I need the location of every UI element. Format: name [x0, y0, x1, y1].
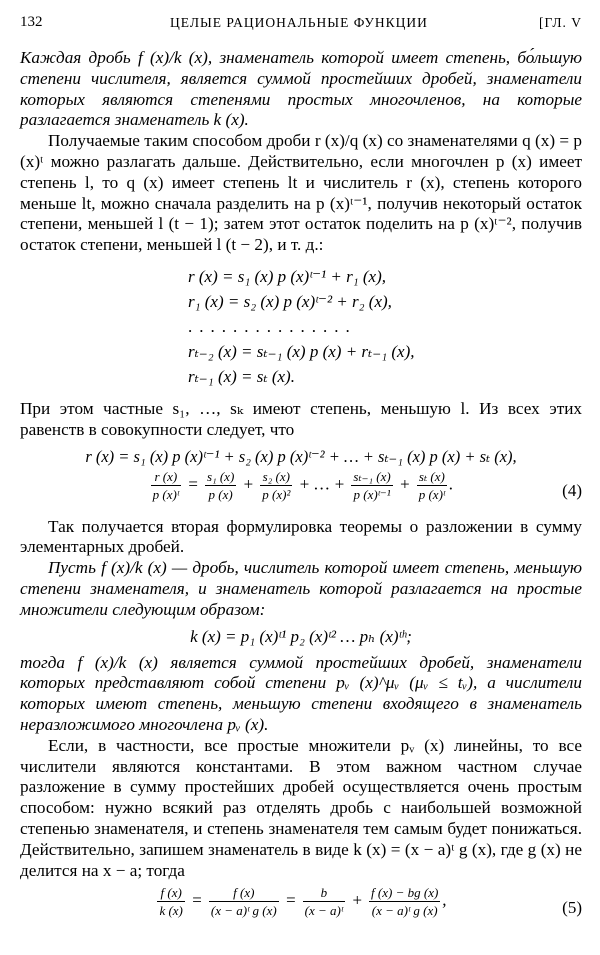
fraction: $\frac{b}{\text{(x − a)ᵗ}}$ [304, 885, 344, 919]
fraction: $\frac{f (x) - bg (x)}{\text{(x − a)ᵗ g (x)}}$ [371, 885, 439, 919]
equation-4-fractions: $\frac{r (x)}{\text{p (x)ᵗ}}$ = $\frac{\text{s₁ (x)}}{p (x)}$ + $\frac{\text{s₂ (x)}}{\text{p (x)²}}$ + … + $\frac{\text{sₜ₋₁ (x)}}{\text{p (x)ᵗ⁻¹}}$ + $\frac{\text{sₜ (x)}}{\text{p (x)ᵗ}}$ . (4) [152, 468, 582, 502]
theorem-paragraph-1: Каждая дробь f (x)/k (x), знаменатель которой имеет степень, бо́льшую степени числителя, является суммой простейших дробей, знаменатели которых являются степенями простых многочленов, на которые разлагается знаменатель k (x). [20, 48, 582, 130]
factorization-equation: k (x) = p₁ (x)ᵗ¹ p₂ (x)ᵗ² … pₕ (x)ᵗʰ; [190, 626, 412, 646]
system-ellipsis: ............... [188, 316, 357, 336]
fraction: $\frac{f (x)}{\text{(x − a)ᵗ g (x)}}$ [210, 885, 277, 919]
equation-number-4: (4) [562, 480, 582, 500]
paragraph-7: Если, в частности, все простые множители pᵥ (x) линейны, то все числители являются константами. В этом важном частном случае разложение в сумму простейших дробей осуществляется очень простым способом: нужно всякий раз отделять дробь с наибольшей возможной степенью знаменателя, и степень знаменателя тем самым будет понижаться. Действительно, запишем знаменатель в виде k (x) = (x − a)ᵗ g (x), где g (x) не делится на x − a; тогда [20, 735, 582, 880]
fraction: $\frac{\text{s₂ (x)}}{\text{p (x)²}}$ [262, 468, 291, 502]
division-system [188, 264, 582, 389]
system-line-1: r (x) = s₁ (x) p (x)ᵗ⁻¹ + r₁ (x), [188, 266, 387, 286]
chapter-label: [ГЛ. V [539, 15, 582, 30]
system-line-2: r₁ (x) = s₂ (x) p (x)ᵗ⁻² + r₂ (x), [188, 291, 392, 311]
theorem-paragraph-5: Пусть f (x)/k (x) — дробь, числитель которой имеет степень, меньшую степени знаменателя, и знаменатель которой разлагается на простые множители следующим образом: [20, 558, 582, 619]
system-line-4: rₜ₋₁ (x) = sₜ (x). [188, 366, 295, 386]
fraction: $\frac{\text{s₁ (x)}}{p (x)}$ [207, 468, 235, 502]
fraction: $\frac{\text{sₜ₋₁ (x)}}{\text{p (x)ᵗ⁻¹}}$ [353, 468, 391, 502]
page-header [20, 14, 582, 38]
fraction: $\frac{r (x)}{\text{p (x)ᵗ}}$ [152, 468, 180, 502]
system-line-3: rₜ₋₂ (x) = sₜ₋₁ (x) p (x) + rₜ₋₁ (x), [188, 341, 415, 361]
equation-number-5: (5) [562, 898, 582, 918]
equation-5: $\frac{f (x)}{k (x)}$ = $\frac{f (x)}{\text{(x − a)ᵗ g (x)}}$ = $\frac{b}{\text{(x − a)ᵗ}}$ + $\frac{f (x) - bg (x)}{\text{(x − a)ᵗ g (x)}}$ , (5) [159, 885, 582, 919]
paragraph-4: Так получается вторая формулировка теоремы о разложении в сумму элементарных дробей. [20, 516, 582, 557]
paragraph-3: При этом частные s₁, …, sₖ имеют степень, меньшую l. Из всех этих равенств в совокупности следует, что [20, 398, 582, 439]
fraction: $\frac{f (x)}{k (x)}$ [159, 885, 183, 919]
fraction: $\frac{\text{sₜ (x)}}{\text{p (x)ᵗ}}$ [418, 468, 446, 502]
equation-4-line-1: r (x) = s₁ (x) p (x)ᵗ⁻¹ + s₂ (x) p (x)ᵗ⁻² + … + sₜ₋₁ (x) p (x) + sₜ (x), [85, 446, 517, 466]
paragraph-2: Получаемые таким способом дроби r (x)/q (x) со знаменателями q (x) = p (x)ᵗ можно разлагать дальше. Действительно, если многочлен p (x) имеет степень l, то q (x) имеет степень lt и числитель r (x), степень которого меньше lt, можно сначала разделить на p (x)ᵗ⁻¹, получив некоторый остаток степени, меньшей l (t − 1); затем этот остаток поделить на p (x)ᵗ⁻², получив остаток степени, меньшей l (t − 2), и т. д.: [20, 131, 582, 255]
book-page [20, 14, 582, 931]
running-title: ЦЕЛЫЕ РАЦИОНАЛЬНЫЕ ФУНКЦИИ [170, 15, 428, 30]
theorem-paragraph-6: тогда f (x)/k (x) является суммой простейших дробей, знаменатели которых представляют собой степени pᵥ (x)^μᵥ (μᵥ ≤ tᵥ), а числители которых имеют степень, меньшую степени входящего в знаменатель неразложимого многочлена pᵥ (x). [20, 652, 582, 734]
page-number: 132 [20, 14, 43, 30]
